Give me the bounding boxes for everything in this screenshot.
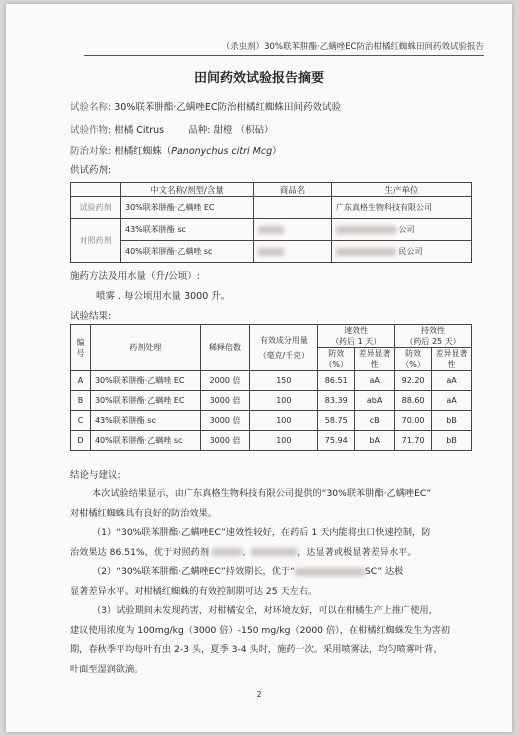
row-treatment: 30%联苯肼酯·乙螨唑 EC (90, 391, 200, 411)
page-title: 田间药效试验报告摘要 (193, 71, 324, 86)
crop-value: 柑橘 Citrus (114, 125, 165, 136)
row-sig-1: aA (355, 371, 395, 391)
col-last-sub: （药后 25 天） (405, 337, 461, 346)
row-no: B (71, 391, 91, 411)
redaction (336, 226, 396, 234)
col-dilution: 稀释倍数 (200, 325, 250, 371)
conclusion-line: 叶面至湿润欲滴。 (70, 663, 144, 675)
col-quick-sub: （药后 1 天） (331, 337, 382, 346)
crop-label: 试验作物: (70, 125, 112, 136)
col-dose-unit: （毫克/千克） (258, 350, 310, 360)
table-row (71, 371, 472, 391)
row-eff-1: 58.75 (318, 411, 355, 431)
conclusion-label: 结论与建议: (70, 470, 121, 481)
conclusion-paragraph-3 (70, 562, 472, 601)
redaction (258, 226, 284, 234)
row-eff-25: 92.20 (395, 371, 432, 391)
row-sig-1: cB (355, 411, 395, 431)
redaction (336, 248, 396, 256)
row-dose: 150 (250, 371, 318, 391)
results-label: 试验结果: (70, 311, 112, 322)
row-eff-25: 88.60 (395, 391, 432, 411)
supply-brand (254, 197, 332, 219)
conclusion-paragraph-2 (70, 523, 472, 562)
supply-row (71, 219, 472, 241)
row-treatment: 30%联苯肼酯·乙螨唑 EC (90, 371, 200, 391)
supply-maker: 民公司 (398, 247, 423, 256)
col-eff-1 (318, 348, 355, 371)
control-group-label: 对照药剂 (71, 219, 121, 263)
results-header-row (71, 325, 472, 348)
col-sig-25: 差异显著性 (432, 348, 472, 371)
conclusion-paragraph-1 (70, 484, 472, 523)
table-row (71, 431, 472, 451)
supply-row (71, 197, 472, 219)
target-latin: Panonychus citri Mcg (171, 146, 273, 157)
col-eff-label: 防效 (405, 349, 422, 358)
conclusion-line: （3）试验期间未发现药害，对柑橘安全，对环境友好，可以在柑橘生产上推广使用， (92, 605, 438, 616)
conclusion-line: 建议使用浓度为 100mg/kg（3000 倍）-150 mg/kg（2000 倍），在柑橘红蜘蛛发生为害初 (70, 624, 450, 636)
col-dose-label: 有效成分用量 (259, 335, 308, 345)
method-label: 施药方法及用水量（升/公顷）: (70, 271, 200, 282)
supply-maker: 广东真格生物科技有限公司 (332, 197, 472, 219)
supply-brand (254, 219, 332, 241)
target-line (70, 143, 282, 157)
row-treatment: 43%联苯肼酯 sc (90, 411, 200, 431)
conclusion-text: 治效果达 86.51%，优于对照药剂 (70, 546, 210, 558)
col-eff-unit: （%） (324, 360, 349, 369)
table-row (71, 411, 472, 431)
row-no: A (71, 371, 91, 391)
row-eff-25: 70.00 (395, 411, 432, 431)
variety-label: 品种: (188, 125, 211, 136)
agents-label: 供试药剂: (70, 165, 112, 176)
conclusion-line: 对柑橘红蜘蛛具有良好的防治效果。 (70, 507, 217, 519)
row-sig-1: bA (355, 431, 395, 451)
conclusion-line: 期，春秋季平均每叶有虫 2-3 头，夏季 3-4 头时，施药一次。采用喷雾法，均匀喷雾叶背、 (70, 644, 443, 655)
supply-maker-cell (332, 241, 472, 263)
row-dilution: 3000 倍 (200, 431, 250, 451)
col-no: 编号 (71, 325, 91, 371)
target-label: 防治对象: (70, 146, 112, 157)
supply-row (71, 241, 472, 263)
test-group-label: 试验药剂 (71, 197, 121, 219)
col-last-label: 持效性 (421, 326, 446, 335)
supply-name: 40%联苯肼酯·乙螨唑 sc (121, 241, 254, 263)
row-no: C (71, 411, 91, 431)
row-dilution: 3000 倍 (200, 391, 250, 411)
target-prefix: 柑橘红蜘蛛（ (114, 146, 172, 157)
redaction (251, 548, 297, 556)
method-text: 喷雾 . 每公顷用水量 3000 升。 (96, 291, 231, 302)
supply-col-brand: 商品名 (254, 183, 332, 197)
row-dilution: 3000 倍 (200, 411, 250, 431)
running-header: （杀虫剂）30%联苯肼酯·乙螨唑EC防治柑橘红蜘蛛田间药效试验报告 (84, 40, 484, 56)
target-suffix: ） (272, 146, 282, 157)
col-eff-label: 防效 (328, 349, 345, 358)
conclusion-line: 本次试验结果显示，由广东真格生物科技有限公司提供的“30%联苯肼酯·乙螨唑EC” (92, 488, 432, 499)
conclusion-paragraph-4 (70, 601, 472, 679)
row-eff-1: 86.51 (318, 371, 355, 391)
trial-name-label: 试验名称: (70, 102, 112, 113)
supply-table (70, 182, 472, 263)
col-sig-1: 差异显著性 (355, 348, 395, 371)
conclusion-line (70, 562, 472, 582)
supply-name: 30%联苯肼酯·乙螨唑 EC (121, 197, 254, 219)
conclusion-line: 显著差异水平。对柑橘红蜘蛛的有效控制期可达 25 天左右。 (70, 585, 318, 597)
row-eff-1: 75.94 (318, 431, 355, 451)
row-sig-25: bB (432, 431, 472, 451)
conclusion-text: （2）“30%联苯肼酯·乙螨唑EC”持效期长，优于“ (92, 566, 295, 577)
redaction (295, 568, 365, 576)
col-quick-label: 速效性 (344, 326, 369, 335)
redaction (258, 248, 284, 256)
row-dose: 100 (250, 431, 318, 451)
conclusion-text: SC” 达极 (364, 566, 404, 577)
col-eff-unit: （%） (401, 360, 425, 369)
col-last (395, 325, 472, 348)
row-dose: 100 (250, 391, 318, 411)
col-quick (318, 325, 395, 348)
col-treatment: 药剂处理 (90, 325, 200, 371)
row-dose: 100 (250, 411, 318, 431)
supply-col-name: 中文名称/剂型/含量 (121, 183, 254, 197)
col-dose (250, 325, 318, 371)
col-eff-25 (395, 348, 432, 371)
row-sig-25: aA (432, 391, 472, 411)
row-dilution: 2000 倍 (200, 371, 250, 391)
supply-header-row (71, 183, 472, 197)
row-sig-25: aA (432, 371, 472, 391)
report-page (6, 4, 512, 732)
supply-name: 43%联苯肼酯 sc (121, 219, 254, 241)
trial-name-line (70, 99, 341, 113)
row-eff-1: 83.39 (318, 391, 355, 411)
supply-maker-cell (332, 219, 472, 241)
table-row (71, 391, 472, 411)
row-no: D (71, 431, 91, 451)
conclusion-line: （1）“30%联苯肼酯·乙螨唑EC”速效性较好，在药后 1 天内能将虫口快速控制，防 (92, 527, 431, 538)
row-treatment: 40%联苯肼酯·乙螨唑 sc (90, 431, 200, 451)
supply-maker: 公司 (398, 225, 415, 234)
row-eff-25: 71.70 (395, 431, 432, 451)
trial-name-value: 30%联苯肼酯·乙螨唑EC防治柑橘红蜘蛛田间药效试验 (114, 102, 342, 113)
supply-brand (254, 241, 332, 263)
row-sig-25: bB (432, 411, 472, 431)
supply-col-maker: 生产单位 (332, 183, 472, 197)
row-sig-1: abA (355, 391, 395, 411)
variety-value: 甜橙 （枳砧） (213, 125, 274, 136)
conclusion-text: ，达显著或极显著差异水平。 (297, 546, 417, 558)
redaction (212, 548, 242, 556)
conclusion-line: 治效果达 86.51%，优于对照药剂 、 ，达显著或极显著差异水平。 (70, 546, 417, 558)
crop-line (70, 122, 273, 136)
results-table (70, 324, 472, 451)
page-number: 2 (256, 690, 262, 699)
